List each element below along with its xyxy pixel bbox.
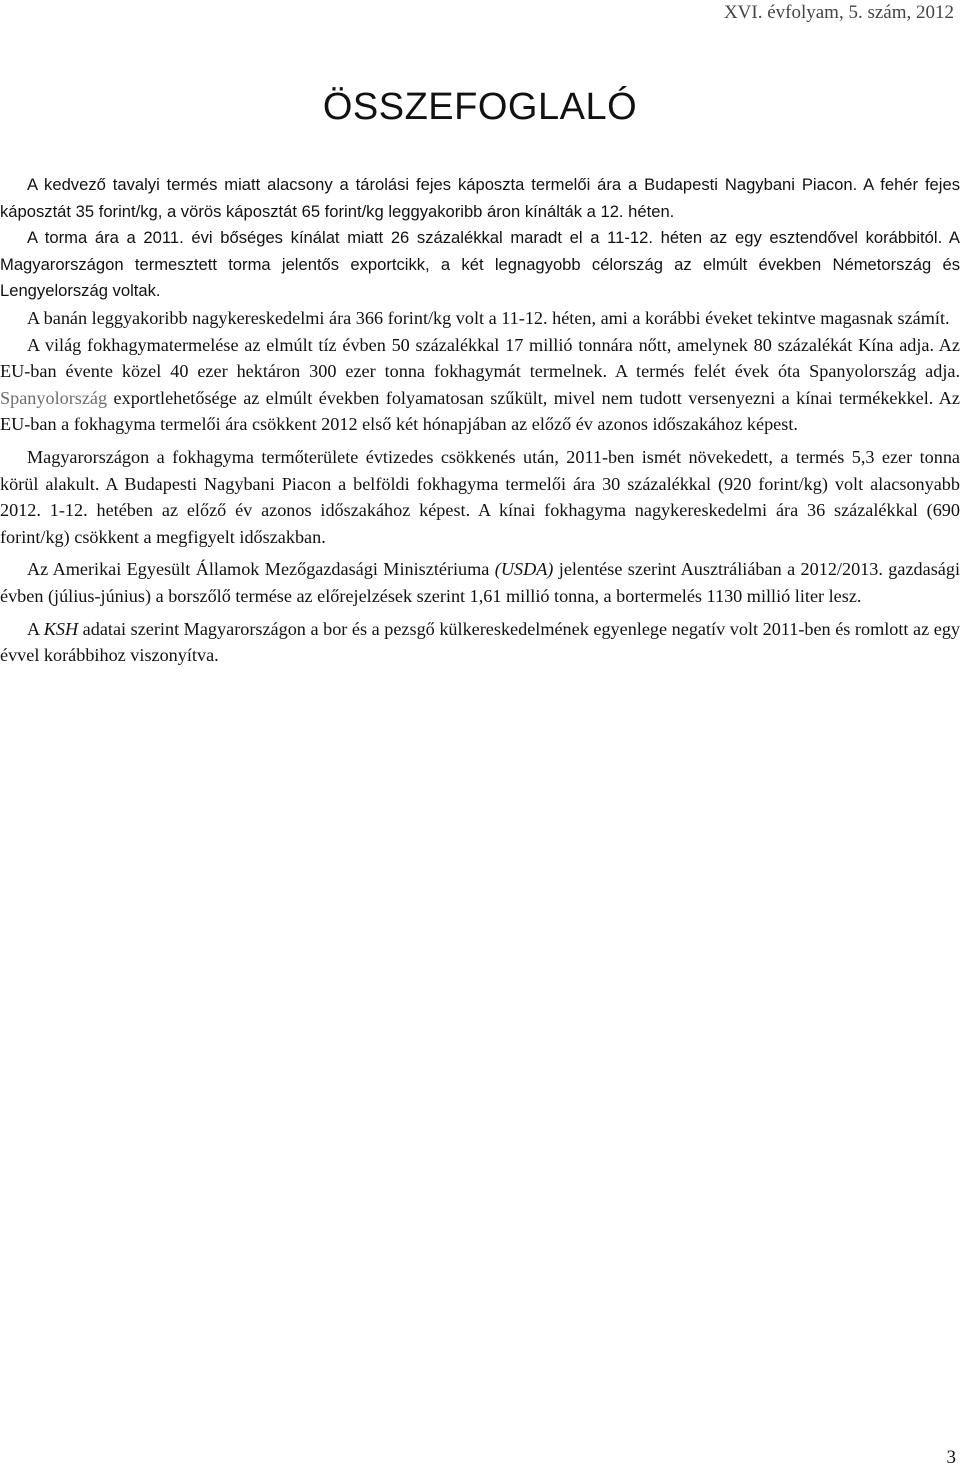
wine-text-2: adatai szerint Magyarországon a bor és a pezsgő külkereskedelmének egyenlege negatív volt 2011-ben és romlott az egy évvel korábbihoz viszonyítva.: [0, 618, 960, 666]
ksh-abbreviation: KSH: [43, 618, 79, 639]
issue-info: XVI. évfolyam, 5. szám, 2012: [723, 2, 954, 23]
paragraph-horseradish: A torma ára a 2011. évi bőséges kínálat miatt 26 százalékkal maradt el a 11-12. héten az egy esztendővel korábbitól. A Magyarországon termesztett torma jelentős exportcikk, a két legnagyobb célország az elmúlt években Németország és Lengyelország voltak.: [0, 228, 960, 301]
garlic-world-text-2: exportlehetősége az elmúlt években folyamatosan szűkült, mivel nem tudott versenyezni a kínai termékekkel. Az EU-ban a fokhagyma termelői ára csökkent 2012 első két hónapjában az előző év azonos időszakához képest.: [0, 387, 960, 435]
document-body: [0, 172, 960, 669]
grapes-text-1: Az Amerikai Egyesült Államok Mezőgazdasági Minisztériuma: [27, 559, 490, 580]
paragraph-garlic-world: [0, 332, 960, 438]
garlic-world-highlight: Spanyolország: [0, 387, 108, 408]
page-number: 3: [946, 1447, 956, 1468]
usda-abbreviation: (USDA): [494, 559, 554, 580]
paragraph-wine: [0, 616, 960, 669]
page-title: ÖSSZEFOGLALÓ: [322, 86, 638, 128]
wine-text-1: A: [27, 618, 40, 639]
grapes-text-2: jelentése szerint Ausztráliában a 2012/2013. gazdasági évben (július-június) a borszőlő termése az előrejelzések szerint 1,61 millió tonna, a bortermelés 1130 millió liter lesz.: [0, 559, 960, 606]
paragraph-grapes: [0, 556, 960, 609]
paragraph-banana: A banán leggyakoribb nagykereskedelmi ára 366 forint/kg volt a 11-12. héten, ami a korábbi éveket tekintve magasnak számít.: [27, 307, 950, 328]
paragraph-cabbage: A kedvező tavalyi termés miatt alacsony a tárolási fejes káposzta termelői ára a Budapesti Nagybani Piacon. A fehér fejes káposztát 35 forint/kg, a vörös káposztát 65 forint/kg leggyakoribb áron kínálták a 12. héten.: [0, 175, 960, 221]
garlic-world-text-1: A világ fokhagymatermelése az elmúlt tíz évben 50 százalékkal 17 millió tonnára nőtt, amelynek 80 százalékát Kína adja. Az EU-ban évente közel 40 ezer hektáron 300 ezer tonna fokhagymát termelnek. A termés felét évek óta Spanyolország adja.: [0, 334, 960, 382]
paragraph-garlic-hungary: Magyarországon a fokhagyma termőterülete évtizedes csökkenés után, 2011-ben ismét növekedett, a termés 5,3 ezer tonna körül alakult. A Budapesti Nagybani Piacon a belföldi fokhagyma termelői ára 30 százalékkal (920 forint/kg) volt alacsonyabb 2012. 1-12. hetében az előző év azonos időszakához képest. A kínai fokhagyma nagykereskedelmi ára 36 százalékkal (690 forint/kg) csökkent a megfigyelt időszakban.: [0, 446, 960, 547]
